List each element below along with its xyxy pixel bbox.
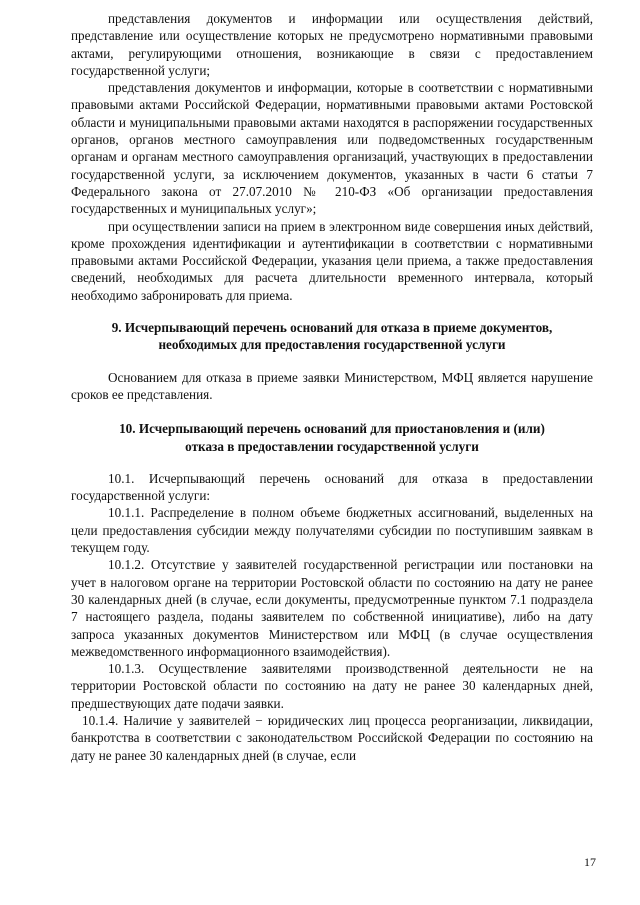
section-10-heading-line2: отказа в предоставлении государственной услуги [185,438,479,454]
paragraph-10-1-2: 10.1.2. Отсутствие у заявителей государственной регистрации или постановки на учет в налоговом органе на территории Ростовской области по состоянию на дату не ранее 30 календарных дней (в случае, если документы, предусмотренные пунктом 7.1 подраздела 7 настоящего раздела, поданы заявителем по собственной инициативе), либо на дату запроса указанных документов Министерством или МФЦ (в случае осуществления межведомственного информационного взаимодействия). [71,557,593,659]
paragraph-electronic-appointment: при осуществлении записи на прием в электронном виде совершения иных действий, кроме прохождения идентификации и аутентификации в соответствии с нормативными правовыми актами Российской Федерации, указания цели приема, а также предоставления сведений, необходимых для расчета длительности временного интервала, который необходимо забронировать для приема. [71,218,593,303]
section-9-heading [71,319,593,354]
page-number: 17 [584,855,596,869]
paragraph-10-1-4: 10.1.4. Наличие у заявителей − юридических лиц процесса реорганизации, ликвидации, банкротства в соответствии с законодательством Российской Федерации по состоянию на дату не ранее 30 календарных дней (в случае, если [71,712,593,763]
paragraph-10-1-3: 10.1.3. Осуществление заявителями производственной деятельности не на территории Ростовской области по состоянию на дату не ранее 30 календарных дней, предшествующих дате подачи заявки. [71,661,593,711]
paragraph-documents-in-possession: представления документов и информации, которые в соответствии с нормативными правовыми актами Российской Федерации, нормативными правовыми актами Ростовской области и муниципальными правовыми актами находятся в распоряжении государственных органов, органов местного самоуправления или подведомственных государственным органам и органам местного самоуправления организаций, участвующих в предоставлении государственной услуги, за исключением документов, указанных в части 6 статьи 7 Федерального закона от 27.07.2010 № 210-ФЗ «Об организации предоставления государственных и муниципальных услуг»; [71,80,593,217]
section-10-heading [71,420,593,455]
section-9-heading-line2: необходимых для предоставления государственной услуги [158,337,506,353]
paragraph-documents-not-required: представления документов и информации или осуществления действий, представление или осуществление которых не предусмотрено нормативными правовыми актами, регулирующими отношения, возникающие в связи с предоставлением государственной услуги; [71,11,593,78]
paragraph-10-1: 10.1. Исчерпывающий перечень оснований для отказа в предоставлении государственной услуги: [71,470,593,504]
section-9-paragraph: Основанием для отказа в приеме заявки Министерством, МФЦ является нарушение сроков ее представления. [71,369,593,402]
section-10-heading-line1: 10. Исчерпывающий перечень оснований для приостановления и (или) [119,421,545,437]
section-9-heading-line1: 9. Исчерпывающий перечень оснований для отказа в приеме документов, [111,320,553,336]
document-page [71,10,593,764]
paragraph-10-1-1: 10.1.1. Распределение в полном объеме бюджетных ассигнований, выделенных на цели предоставления субсидии между получателями субсидии по поступившим заявкам в текущем году. [71,505,593,556]
